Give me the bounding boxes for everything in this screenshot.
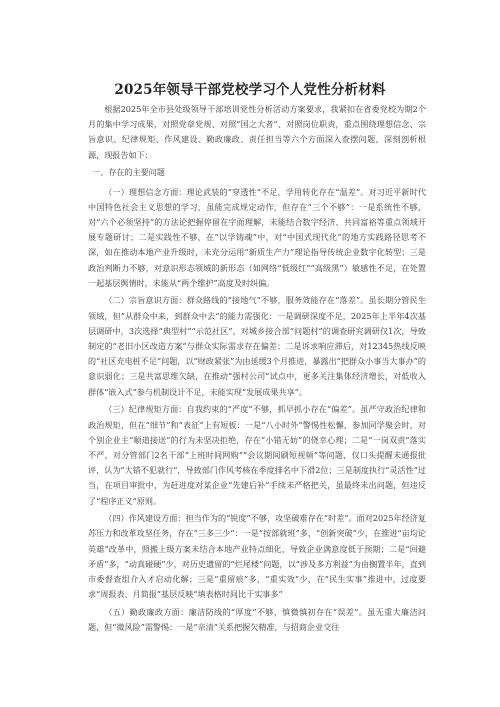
section-heading: 一、存在的主要问题 bbox=[92, 167, 165, 178]
paragraph-purpose: （二）宗旨意识方面：群众路线的“接地气”不够，服务效能存在“落差”。虽长期分管民生领域，但“从群众中来，到群众中去”的能力需强化：一是调研深度不足，2025年上半年4次基层调研中，3次选择“典型村”“示范社区”，对城乡接合部“问题村”的调查研究调研仅1次，导致制定的“老旧小区改造方案”与群众实际需求存在偏差；二是诉求响应滞后，对12345热线反映的“社区充电桩不足”问题，以“财政紧张”为由延缓3个月推进，暴露出“把群众小事当大事办”的意识弱化；三是共富思维欠缺，在推动“强村公司”试点中，更多关注集体经济增长，对低收入群体“嵌入式”参与机制设计不足，未能实现“发展成果共享”。 bbox=[88, 295, 426, 397]
paragraph-discipline: （三）纪律规矩方面：自我约束的“严度”不够，抓早抓小存在“偏差”。虽严守政治纪律和政治规矩，但在“细节”和“表征”上有短板：一是“八小时外”警惕性松懈，参加同学聚会时，对个别企业主“顺道接送”的行为未坚决拒绝，存在“小错无妨”的侥幸心理；二是“一岗双责”落实不严，对分管部门2名干部“上班时间网购”“会议期间刷短视频”等问题，仅口头提醒未通报批评，认为“大错不犯就行”，导致部门作风考核在季度排名中下滑2位；三是制度执行“灵活性”过当，在项目审批中，为赶进度对某企业“先建后补”手续未严格把关，虽最终未出问题，但违反了“程序正义”原则。 bbox=[88, 404, 426, 506]
paragraph-style: （四）作风建设方面：担当作为的“锐度”不够，攻坚破难存在“时差”。面对2025年经济复苏压力和改革攻坚任务，存在“三多三少”：一是“按部就班”多，“创新突破”少，在推进“亩均论英雄”改革中，照搬上级方案未结合本地产业特点细化，导致企业满意度低于预期；二是“回避矛盾”多，“动真碰硬”少，对历史遗留的“烂尾楼”问题，以“涉及多方利益”为由搁置半年，直到市委督查组介入才启动化解；三是“重留痕”多，“重实效”少，在“民生实事”推进中，过度要求“周报表、月简报”基层反映“填表格时间比干实事多” bbox=[88, 513, 426, 600]
intro-paragraph: 根据2025年全市县处级领导干部培训党性分析活动方案要求，我紧扣在省委党校为期2个月的集中学习成果，对照党章党规、对照“国之大者”、对照岗位职责，重点围绕理想信念、宗旨意识、纪律规矩、作风建设、勤政廉政、责任担当等六个方面深入查摆问题，深刻剖析根源，现报告如下： bbox=[88, 104, 426, 160]
paragraph-ideals: （一）理想信念方面：理论武装的“穿透性”不足，学用转化存在“温差”。对习近平新时代中国特色社会主义思想的学习，虽能完成规定动作，但存在“三个不够”：一是系统性不够，对“六个必须坚持”的方法论把握停留在字面理解，未能结合数字经济、共同富裕等重点领域开展专题研讨；二是实践性不够，在“以学铸魂”中，对“中国式现代化”的地方实践路径思考不深，如在推动本地产业升级时，未充分运用“新质生产力”理论指导传统企业数字化转型；三是政治判断力不够，对意识形态领域的新形态（如网络“低级红”“高级黑”）敏感性不足，在处置一起基层舆情时，未能从“两个维护”高度及时纠偏。 bbox=[88, 186, 426, 288]
document-title: 2025年领导干部党校学习个人党性分析材料 bbox=[114, 82, 386, 98]
document-body bbox=[88, 102, 426, 635]
paragraph-integrity: （五）勤政廉政方面：廉洁防线的“厚度”不够，慎微慎初存在“误差”。虽无重大廉洁问题，但“微风险”需警惕：一是“亲清”关系把握欠精准，与招商企业交往 bbox=[88, 607, 426, 633]
